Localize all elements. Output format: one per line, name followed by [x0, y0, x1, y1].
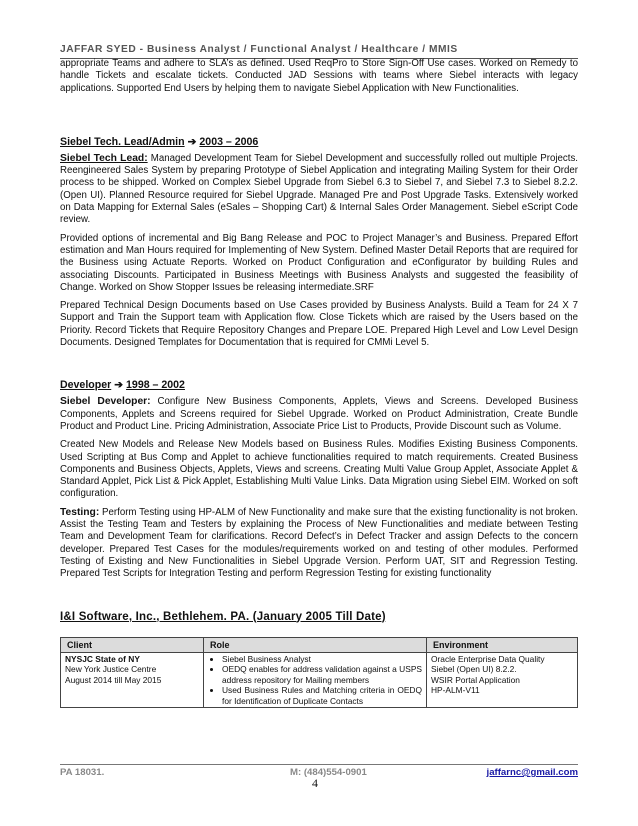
column-header: Client	[61, 637, 204, 652]
section-dates: 2003 – 2006	[199, 135, 259, 148]
client-table	[60, 637, 578, 709]
role-cell	[204, 652, 427, 708]
arrow-icon: ➔	[114, 379, 124, 392]
client-name: NYSJC State of NY	[65, 653, 140, 664]
developer-paragraph	[60, 396, 578, 433]
testing-paragraph	[60, 507, 578, 581]
tech-lead-text: Managed Development Team for Siebel Development and successfully rolled out multiple Projects. Reengineered Sales System by preparing Prototype of Siebel Application and integrating Mailing System for their Order process to be shipped. Worked on Complex Siebel Upgrade from Siebel 6.3 to Siebel 7, and Siebel 7.3 to Siebel 8.2.2. (Open UI). Planned Resource required for Siebel Upgrade. Managed Pre and Post Upgrade Tasks. Extensively worked on Data Mapping for External Sales (eSales – Shopping Cart) & Internal Sales Order Management. Siebel eScript Code review.	[60, 152, 578, 226]
page-header: JAFFAR SYED - Business Analyst / Functional Analyst / Healthcare / MMIS	[60, 44, 578, 59]
section-title: Developer	[60, 379, 112, 392]
list-item: • Siebel Business Analyst	[222, 654, 422, 665]
tech-lead-paragraph-3: Prepared Technical Design Documents based on Use Cases provided by Business Analysts. Build a Team for 24 X 7 Support and Train the Support team with Application flow. Close Tickets which are raised by the Users based on the Priority. Record Tickets that Require Repository Changes and Prepare LOE. Prepared High Level and Low Level Design Documents. Designed Templates for Documentation that is required for CMMi Level 5.	[60, 300, 578, 349]
environment-item: WSIR Portal Application	[431, 674, 520, 685]
environment-item: Oracle Enterprise Data Quality	[431, 653, 545, 664]
section-dates: 1998 – 2002	[126, 379, 185, 392]
testing-text: Perform Testing using HP-ALM of New Functionality and make sure that the existing functionality is not broken. Assist the Testing Team and Testers by explaining the Process of New Functionalities and mediate between Testing Team and Development Team for clarifications. Record Defect’s in Defect Tracker and assign Defects to the concern developer. Prepared Test Cases for the modules/requirements worked on and testing of other modules. Performed Testing of Existing and New Functionalities in Siebel Upgrade Version. Perform UAT, SIT and Regression Testing. Prepared Test Scripts for Integration Testing and perform Regression Testing for existing functionality	[60, 506, 578, 580]
tech-lead-paragraph-2: Provided options of incremental and Big Bang Release and POC to Project Manager’s and Business. Prepared Effort estimation and Man Hours required for Implementing of New System. Defined Master Detail Reports that are required for the Business using Actuate Reports. Worked on Product Configuration and eConfigurator by building Rules and associating Discounts. Participated in Business Meetings with Business Analysts and suggested the feasibility of Change. Worked on Show Stopper Issues be releasing intermediate.SRF	[60, 232, 578, 293]
tech-lead-label: Siebel Tech Lead:	[60, 152, 148, 164]
footer-phone: M: (484)554-0901	[290, 767, 367, 778]
column-header: Role	[204, 637, 427, 652]
page-number: 4	[312, 776, 318, 790]
footer-email-link[interactable]: jaffarnc@gmail.com	[486, 767, 578, 778]
list-item: • OEDQ enables for address validation against a USPS address repository for Mailing members	[222, 664, 422, 685]
client-line: New York Justice Centre	[65, 664, 157, 675]
environment-cell	[427, 652, 578, 708]
section-title: Siebel Tech. Lead/Admin	[60, 135, 185, 148]
list-item: • Used Business Rules and Matching criteria in OEDQ for Identification of Duplicate Contacts	[222, 685, 422, 706]
page-footer	[60, 764, 578, 778]
arrow-icon: ➔	[187, 135, 197, 148]
testing-label: Testing:	[60, 506, 100, 518]
developer-text: Configure New Business Components, Applets, Views and Screens. Developed Business Components, Applets and Screens required for Siebel Upgrade. Worked on Product Administration, Create Bundle Product and Product Line. Pricing Administration, Associate Price List to Products, Provide Discount such as Volume.	[60, 396, 578, 432]
environment-item: HP-ALM-V11	[431, 685, 480, 696]
intro-paragraph: appropriate Teams and adhere to SLA’s as defined. Used ReqPro to Store Sign-Off Use cases. Worked on Remedy to handle Tickets and escalate tickets. Conducted JAD Sessions with teams where Siebel interacts with legacy applications. Supported End Users by helping them to navigate Siebel Application with New Functionalities.	[60, 58, 578, 94]
client-cell	[61, 652, 204, 708]
page-body	[60, 58, 578, 708]
table-row	[61, 652, 578, 708]
developer-paragraph-2: Created New Models and Release New Models based on Business Rules. Modifies Existing Business Components. Used Scripting at Bus Comp and Applet to achieve functionalities required to match requirements. Created Business Components and Business Objects, Applets, Views and screens. Creating Multi Value Group Applet, Associate Applet & Standard Applet, Pick List & Pick Applet, Establishing Multi Value Links. Data Migration using Siebel EIM. Worked on soft configuration.	[60, 439, 578, 500]
tech-lead-paragraph	[60, 153, 578, 227]
section-heading-tech-lead	[60, 136, 578, 149]
developer-label: Siebel Developer:	[60, 396, 151, 408]
environment-item: Siebel (Open UI) 8.2.2.	[431, 664, 517, 675]
role-list	[208, 654, 422, 707]
client-dates: August 2014 till May 2015	[65, 674, 162, 685]
section-heading-developer	[60, 379, 578, 392]
company-heading: I&I Software, Inc., Bethlehem. PA. (January 2005 Till Date)	[60, 610, 386, 623]
column-header: Environment	[427, 637, 578, 652]
table-header-row	[61, 637, 578, 652]
footer-location: PA 18031.	[60, 767, 105, 778]
